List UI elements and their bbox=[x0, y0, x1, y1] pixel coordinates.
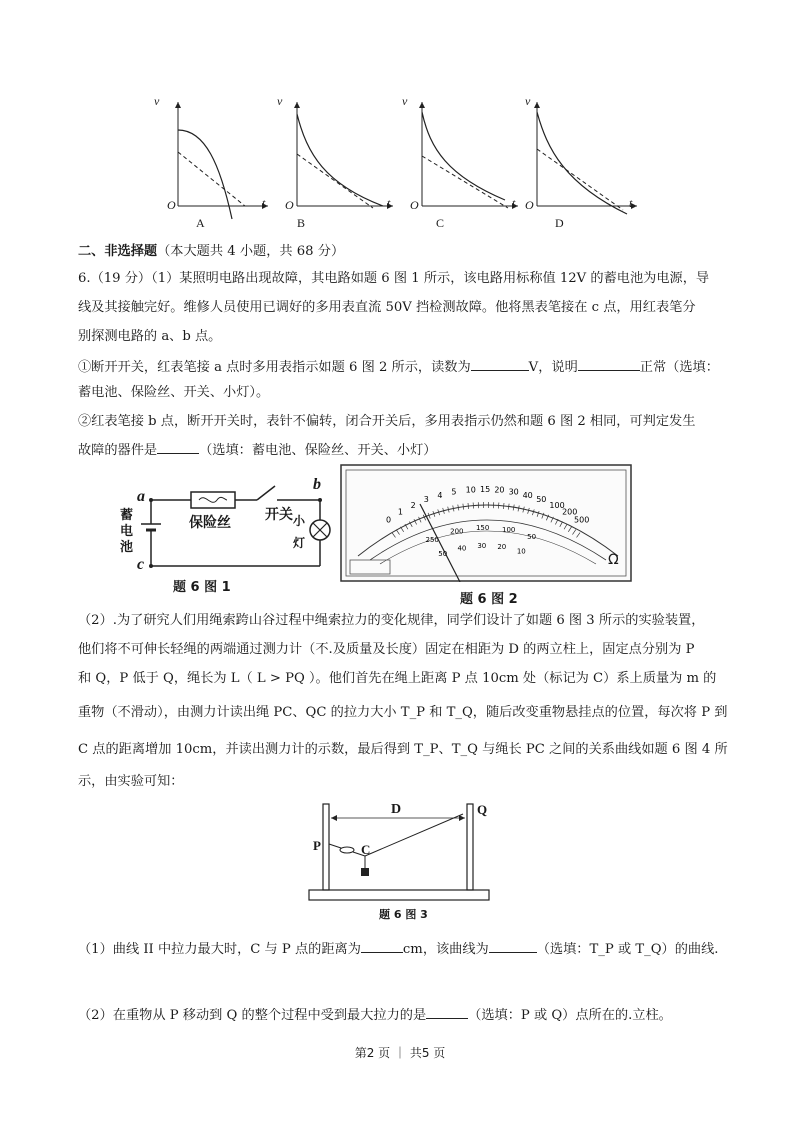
graph-a-v-label: v bbox=[154, 94, 160, 108]
answer-blank-normal-part[interactable] bbox=[578, 356, 640, 371]
graph-a-t-label: t bbox=[262, 196, 266, 210]
q6-line-2: 线及其接触完好。维修人员使用已调好的多用表直流 50V 挡检测故障。他将黑表笔接在 c 点，用红表笔分 bbox=[78, 300, 696, 315]
graph-b-label: B bbox=[297, 216, 306, 230]
battery-label-2: 电 bbox=[120, 524, 134, 539]
meter-mid-scale-label: 50 bbox=[527, 532, 537, 541]
q6-l7-part-b: （选填：蓄电池、保险丝、开关、小灯） bbox=[199, 443, 437, 458]
meter-mid-scale-label: 150 bbox=[475, 524, 490, 533]
experiment-apparatus bbox=[305, 798, 495, 926]
graph-option-a bbox=[150, 94, 270, 234]
meter-low-scale-label: 40 bbox=[457, 544, 467, 553]
graph-c-origin: O bbox=[410, 198, 419, 212]
graph-a-origin: O bbox=[167, 198, 176, 212]
q6-line-1: 6.（19 分）（1）某照明电路出现故障，其电路如题 6 图 1 所示，该电路用标称值 12V 的蓄电池为电源，导 bbox=[78, 271, 710, 286]
q6-line-3: 别探测电路的 a、b 点。 bbox=[78, 329, 222, 344]
meter-low-scale-label: 10 bbox=[516, 547, 526, 556]
meter-top-scale-label: 20 bbox=[494, 485, 505, 495]
switch-label: 开关 bbox=[265, 507, 293, 523]
section-title: 二、非选择题 bbox=[78, 244, 158, 259]
graph-b-t-label: t bbox=[387, 196, 391, 210]
graph-a-label: A bbox=[196, 216, 205, 230]
meter-top-scale-label: 15 bbox=[480, 485, 491, 494]
graph-b-plot bbox=[275, 94, 395, 234]
sub1-part-b: cm，该曲线为 bbox=[402, 942, 489, 957]
meter-top-scale-label: 100 bbox=[549, 500, 565, 510]
point-a-label: a bbox=[137, 488, 145, 505]
graph-b-origin: O bbox=[285, 198, 294, 212]
point-c-label: c bbox=[137, 556, 145, 573]
graph-a-plot bbox=[150, 94, 270, 234]
graph-c-v-label: v bbox=[402, 94, 408, 108]
figure-1-caption: 题 6 图 1 bbox=[173, 580, 231, 595]
vt-graph-options bbox=[150, 94, 650, 234]
answer-blank-pillar[interactable] bbox=[426, 1004, 468, 1019]
graph-c-label: C bbox=[436, 216, 445, 230]
circuit-diagram bbox=[115, 472, 340, 602]
meter-face bbox=[340, 464, 632, 582]
graph-option-b bbox=[275, 94, 395, 234]
q6-line-5: 蓄电池、保险丝、开关、小灯）。 bbox=[78, 385, 270, 400]
q6-l4-part-b: V，说明 bbox=[528, 360, 578, 375]
q6-p2-line-4: 重物（不滑动），由测力计读出绳 PC、QC 的拉力大小 T_P 和 T_Q，随后改变重物悬挂点的位置，每次将 P 到 bbox=[78, 705, 728, 720]
answer-blank-distance[interactable] bbox=[361, 938, 403, 953]
section-note: （本大题共 4 小题，共 68 分） bbox=[157, 244, 345, 259]
meter-top-scale-label: 1 bbox=[397, 507, 404, 517]
graph-d-plot bbox=[525, 94, 645, 234]
q6-p2-line-6: 示，由实验可知： bbox=[78, 774, 184, 789]
q6-l7-part-a: 故障的器件是 bbox=[78, 443, 158, 458]
answer-blank-curve[interactable] bbox=[489, 938, 537, 953]
sub2-part-b: （选填：P 或 Q）点所在的.立柱。 bbox=[468, 1008, 672, 1023]
graph-d-label: D bbox=[555, 216, 564, 230]
meter-top-scale-label: 4 bbox=[437, 490, 443, 500]
meter-low-scale-label: 50 bbox=[438, 550, 448, 559]
fuse-label: 保险丝 bbox=[189, 515, 231, 531]
figure-2-caption: 题 6 图 2 bbox=[460, 592, 518, 607]
q6-p2-line-5: C 点的距离增加 10cm，并读出测力计的示数，最后得到 T_P、T_Q 与绳长 PC 之间的关系曲线如题 6 图 4 所 bbox=[78, 742, 728, 757]
multimeter-dial bbox=[340, 464, 632, 607]
graph-c-plot bbox=[400, 94, 520, 234]
lamp-label-2: 灯 bbox=[293, 536, 306, 550]
meter-mid-scale-label: 100 bbox=[502, 525, 516, 534]
battery-label-3: 池 bbox=[120, 540, 134, 555]
q6-p2-line-1: （2）.为了研究人们用绳索跨山谷过程中绳索拉力的变化规律，同学们设计了如题 6 图 3 所示的实验装置， bbox=[78, 613, 705, 628]
meter-top-scale-label: 200 bbox=[562, 507, 578, 517]
point-c-label-apparatus: C bbox=[361, 842, 371, 857]
meter-top-scale-label: 0 bbox=[385, 515, 392, 525]
meter-top-scale-label: 3 bbox=[423, 495, 429, 505]
meter-top-scale-label: 500 bbox=[574, 515, 590, 525]
meter-top-scale-label: 10 bbox=[465, 485, 476, 495]
ohm-symbol: Ω bbox=[608, 552, 619, 568]
meter-mid-scale-label: 200 bbox=[450, 527, 464, 536]
answer-blank-faulty-part[interactable] bbox=[157, 439, 199, 454]
q6-l4-part-a: ①断开开关，红表笔接 a 点时多用表指示如题 6 图 2 所示，读数为 bbox=[78, 360, 471, 375]
figure-3-caption: 题 6 图 3 bbox=[379, 908, 428, 921]
meter-top-scale-label: 30 bbox=[508, 487, 519, 497]
sub1-part-a: （1）曲线 II 中拉力最大时，C 与 P 点的距离为 bbox=[78, 942, 361, 957]
q6-p2-line-2: 他们将不可伸长轻绳的两端通过测力计（不.及质量及长度）固定在相距为 D 的两立柱上，固定点分别为 P bbox=[78, 642, 695, 657]
sub2-part-a: （2）在重物从 P 移动到 Q 的整个过程中受到最大拉力的是 bbox=[78, 1008, 427, 1023]
graph-d-origin: O bbox=[525, 198, 534, 212]
graph-option-d bbox=[525, 94, 645, 234]
point-p-label: P bbox=[313, 838, 321, 853]
meter-low-scale-label: 20 bbox=[497, 543, 507, 552]
q6-line-6: ②红表笔接 b 点，断开开关时，表针不偏转，闭合开关后，多用表指示仍然和题 6 图 2 相同，可判定发生 bbox=[78, 414, 696, 429]
page-footer: 第2 页 ｜ 共5 页 bbox=[354, 1046, 446, 1060]
graph-d-t-label: t bbox=[629, 196, 633, 210]
graph-option-c bbox=[400, 94, 520, 234]
q6-line-7 bbox=[78, 439, 437, 461]
meter-mid-scale-label: 250 bbox=[425, 536, 439, 545]
graph-d-v-label: v bbox=[525, 94, 531, 108]
q6-p2-line-3: 和 Q，P 低于 Q，绳长为 L（ L > PQ ）。他们首先在绳上距离 P 点 10cm 处（标记为 C）系上质量为 m 的 bbox=[78, 671, 717, 686]
point-q-label: Q bbox=[477, 802, 488, 817]
q6-l4-part-c: 正常（选填： bbox=[639, 360, 719, 375]
meter-top-scale-label: 40 bbox=[522, 490, 533, 500]
section-heading bbox=[78, 242, 344, 262]
meter-top-scale-label: 2 bbox=[410, 500, 416, 510]
sub1-part-c: （选填：T_P 或 T_Q）的曲线. bbox=[536, 942, 719, 957]
q6-sub-2 bbox=[78, 1004, 672, 1026]
q6-line-4 bbox=[78, 356, 719, 378]
meter-top-scale-label: 50 bbox=[536, 495, 547, 505]
point-b-label: b bbox=[313, 476, 321, 493]
graph-c-t-label: t bbox=[512, 196, 516, 210]
graph-b-v-label: v bbox=[277, 94, 283, 108]
q6-sub-1 bbox=[78, 938, 718, 960]
answer-blank-reading[interactable] bbox=[471, 356, 529, 371]
distance-d-label: D bbox=[391, 802, 402, 817]
meter-top-scale-label: 5 bbox=[451, 487, 457, 497]
meter-low-scale-label: 30 bbox=[477, 542, 487, 551]
battery-label-1: 蓄 bbox=[120, 508, 134, 523]
lamp-label-1: 小 bbox=[293, 514, 306, 528]
